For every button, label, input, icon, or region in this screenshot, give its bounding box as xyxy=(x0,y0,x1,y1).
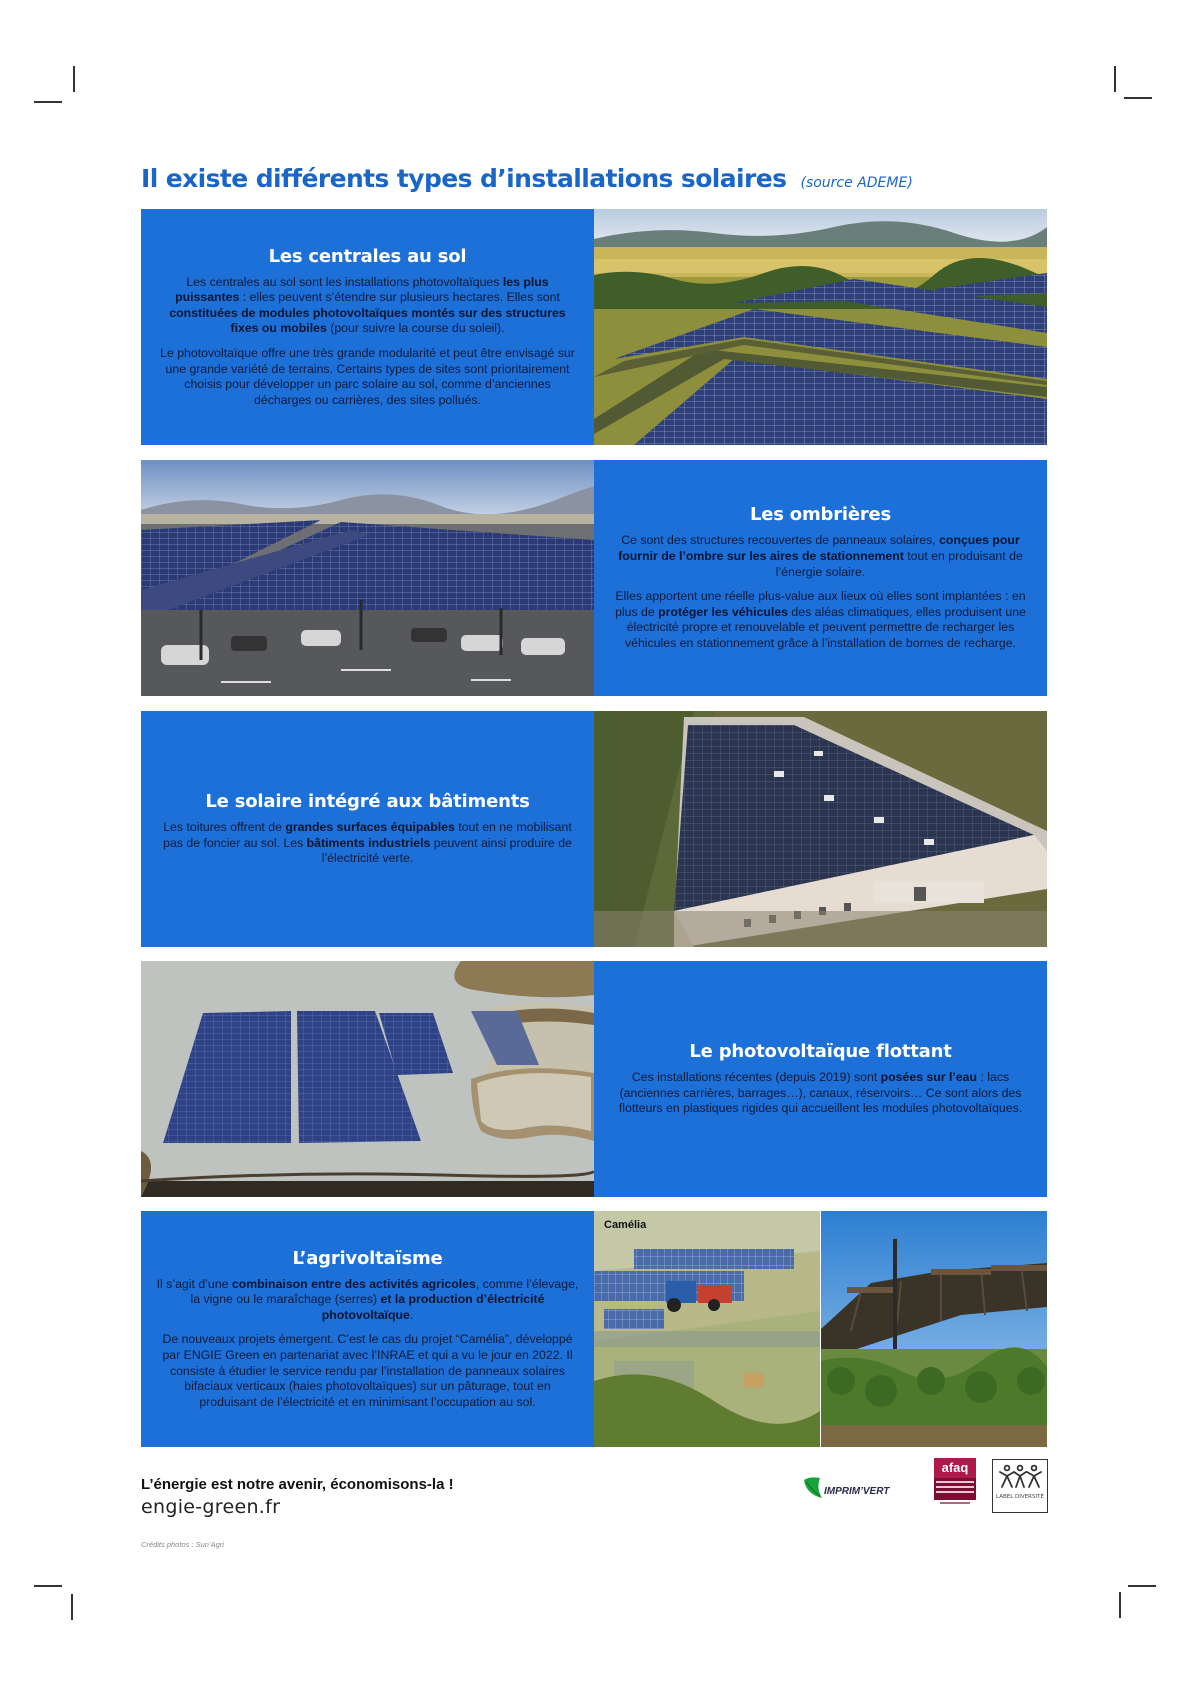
emphasis-text: constituées de modules photovoltaïques montés sur des structures fixes ou mobiles xyxy=(169,305,566,336)
body-text: Les centrales au sol sont les installations photovoltaïques xyxy=(186,274,503,289)
section-paragraph xyxy=(155,275,580,337)
body-text: des aléas climatiques, elles produisent une électricité propre et renouvelable et peuvent permettre de recharger les véhicules en stationnement grâce à l’installation de bornes de recharge. xyxy=(624,604,1026,650)
emphasis-text: protéger les véhicules xyxy=(658,604,789,619)
photo-ground-solar-farm xyxy=(594,209,1047,445)
text-panel xyxy=(141,209,594,445)
imprim-vert-label: IMPRIM’VERT xyxy=(824,1486,890,1497)
crop-mark xyxy=(1114,66,1116,92)
section-heading: L’agrivoltaïsme xyxy=(292,1247,443,1269)
crop-mark xyxy=(34,1585,62,1587)
emphasis-text: les plus puissantes xyxy=(175,274,549,305)
crop-mark xyxy=(1119,1592,1121,1618)
section-paragraph xyxy=(155,1332,580,1410)
body-text: Ces installations récentes (depuis 2019) sont xyxy=(631,1070,881,1085)
section-heading: Le photovoltaïque flottant xyxy=(689,1041,952,1063)
body-text: Il s’agit d’une xyxy=(156,1276,232,1291)
section-paragraph xyxy=(155,1277,580,1324)
body-text: : lacs (anciennes carrières, barrages…), canaux, réservoirs… Ce sont alors des flotteurs en plastiques rigides qui accueillent les modules photovoltaïques. xyxy=(618,1070,1023,1116)
section-paragraph xyxy=(608,533,1033,580)
title-source: (source ADEME) xyxy=(800,175,913,191)
body-text: tout en ne mobilisant pas de foncier au sol. Les xyxy=(163,820,572,850)
section-paragraph xyxy=(608,589,1033,651)
footer-slogan: L’énergie est notre avenir, économisons-la ! xyxy=(141,1476,454,1493)
title-text: Il existe différents types d’installations solaires xyxy=(141,164,787,193)
body-text: De nouveaux projets émergent. C’est le cas du projet “Camélia”, développé par ENGIE Green en partenariat avec l’INRAE et qui a vu le jour en 2022. Il consiste à étudier le service rendu par l’installation de panneaux solaires bifaciaux verticaux (haies photovoltaïques) sur un pâturage, tout en produisant de l’électricité et en minimisant l’occupation au sol. xyxy=(162,1332,573,1409)
section-paragraph xyxy=(155,346,580,408)
crop-mark xyxy=(71,1594,73,1620)
photo-caption: Camélia xyxy=(604,1219,647,1231)
label-diversite-text: LABEL DIVERSITÉ xyxy=(996,1494,1044,1500)
crop-mark xyxy=(1128,1585,1156,1587)
photo-camelia-pasture xyxy=(594,1211,820,1447)
body-text: peuvent ainsi produire de l’électricité verte. xyxy=(321,835,572,866)
afaq-logo xyxy=(934,1458,976,1510)
emphasis-text: posées sur l’eau xyxy=(880,1070,978,1085)
body-text: : elles peuvent s’étendre sur plusieurs hectares. Elles sont xyxy=(239,290,560,305)
imprim-vert-logo xyxy=(800,1472,920,1506)
crop-mark xyxy=(1124,97,1152,99)
photo-credits: Crédits photos : Sun’Agri xyxy=(141,1540,224,1549)
afaq-label: afaq xyxy=(941,1460,969,1475)
emphasis-text: bâtiments industriels xyxy=(306,835,431,850)
section-heading: Le solaire intégré aux bâtiments xyxy=(205,791,530,813)
section-heading: Les centrales au sol xyxy=(268,245,467,267)
body-text: Les toitures offrent de xyxy=(163,820,286,835)
emphasis-text: conçues pour fournir de l’ombre sur les aires de stationnement xyxy=(618,533,1020,564)
text-panel xyxy=(141,1211,594,1447)
section-agrivoltaisme xyxy=(141,1211,1047,1447)
section-heading: Les ombrières xyxy=(749,504,892,526)
body-text: Le photovoltaïque offre une très grande modularité et peut être envisagé sur une grande variété de terrains. Certains types de sites sont prioritairement choisis pour développer un parc solaire au sol, comme d’anciennes décharges ou carrières, des sites pollués. xyxy=(160,346,575,407)
footer-website-link[interactable]: engie-green.fr xyxy=(141,1496,281,1518)
section-paragraph xyxy=(155,820,580,867)
text-panel xyxy=(594,961,1047,1197)
section-photovoltaique-flottant xyxy=(141,961,1047,1197)
page-title xyxy=(141,164,913,193)
crop-mark xyxy=(34,101,62,103)
photo-floating-solar xyxy=(141,961,594,1197)
text-panel xyxy=(594,460,1047,696)
photo-vineyard-pergola xyxy=(821,1211,1047,1447)
section-solaire-batiments xyxy=(141,711,1047,947)
body-text: Ce sont des structures recouvertes de panneaux solaires, xyxy=(621,533,940,548)
body-text: (pour suivre la course du soleil). xyxy=(326,321,505,336)
section-ombrieres xyxy=(141,460,1047,696)
photo-parking-canopy xyxy=(141,460,594,696)
section-centrales-au-sol xyxy=(141,209,1047,445)
photo-rooftop-building xyxy=(594,711,1047,947)
crop-mark xyxy=(73,66,75,92)
emphasis-text: et la production d’électricité photovoltaïque xyxy=(321,1292,545,1322)
label-diversite-logo xyxy=(992,1459,1048,1513)
emphasis-text: combinaison entre des activités agricoles xyxy=(231,1276,476,1291)
body-text: . xyxy=(409,1307,414,1322)
text-panel xyxy=(141,711,594,947)
body-text: tout en produisant de l’énergie solaire. xyxy=(775,549,1023,579)
body-text: Elles apportent une réelle plus-value aux lieux où elles sont implantées : en plus de xyxy=(615,589,1026,619)
emphasis-text: grandes surfaces équipables xyxy=(285,820,455,835)
photo-agrivoltaic xyxy=(594,1211,1047,1447)
body-text: , comme l’élevage, la vigne ou le maraîchage (serres) xyxy=(190,1276,579,1307)
section-paragraph xyxy=(608,1070,1033,1117)
